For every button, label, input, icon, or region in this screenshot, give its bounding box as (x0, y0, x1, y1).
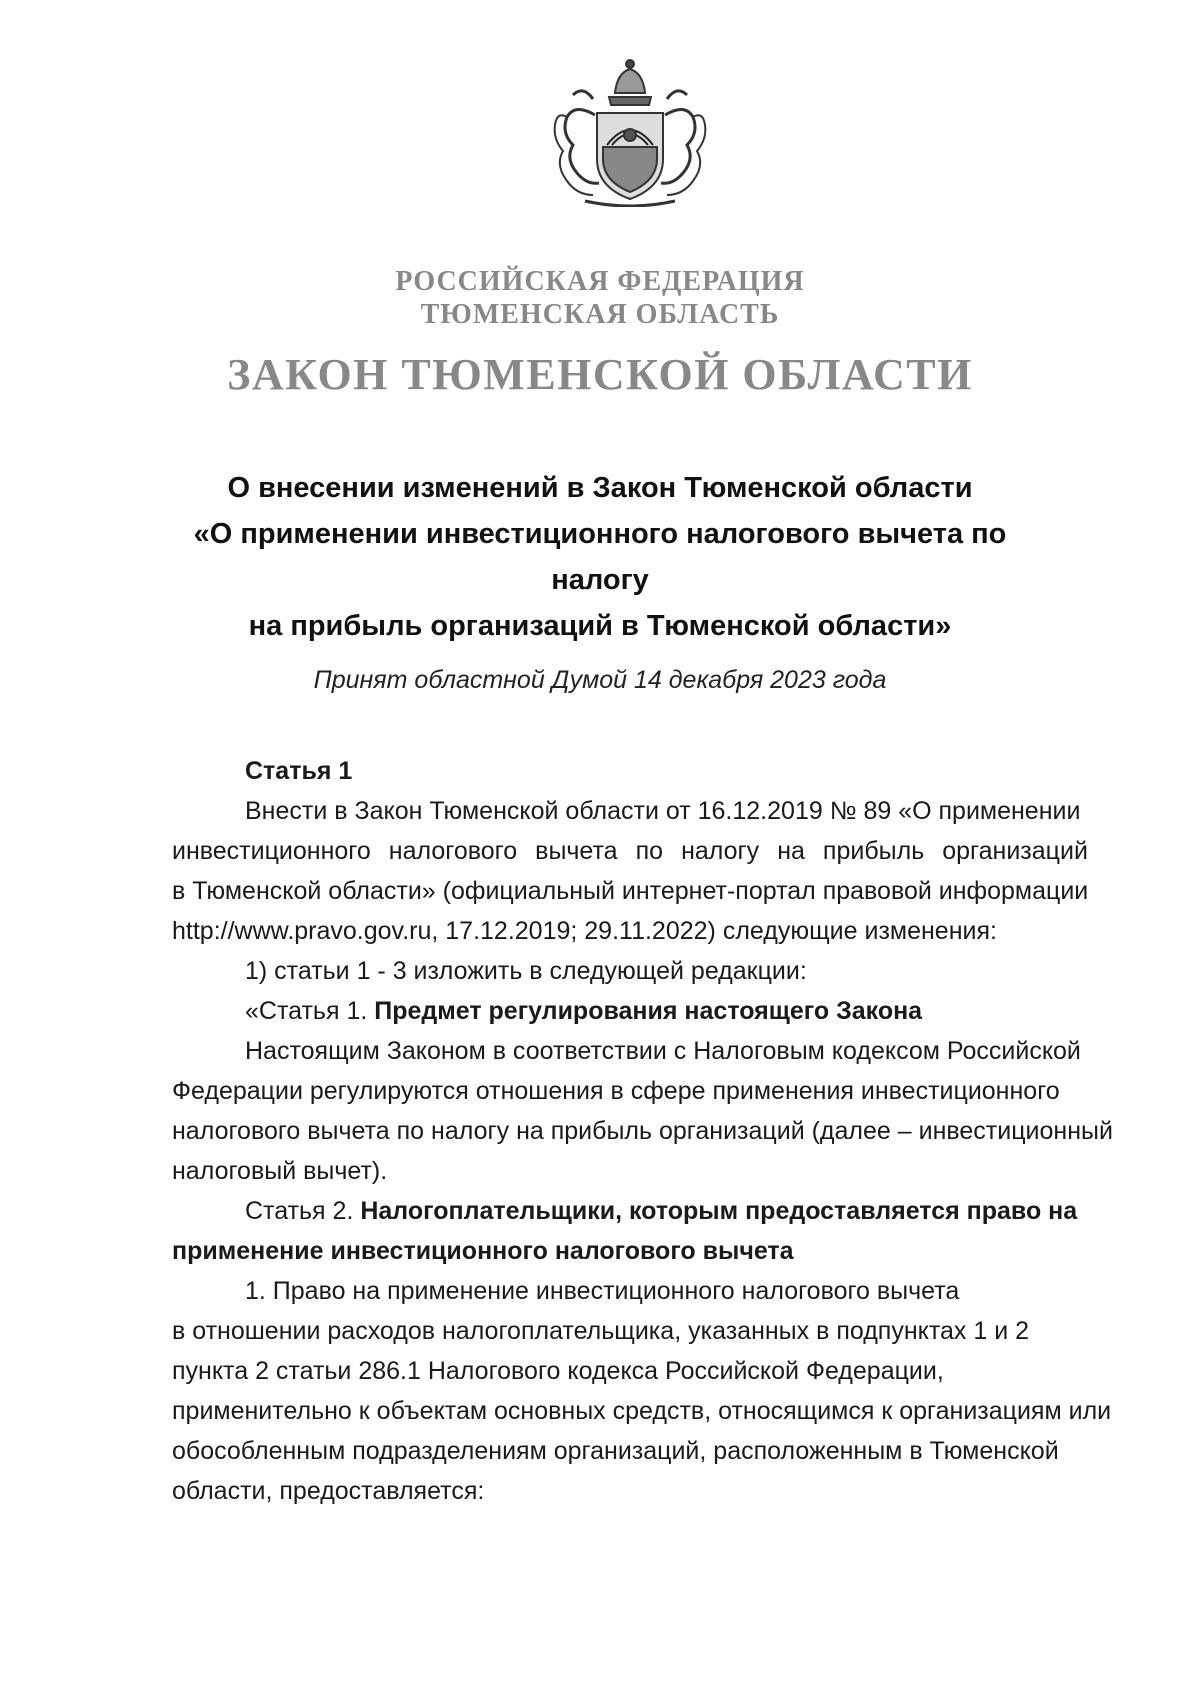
article-title: Налогоплательщики, которым предоставляется право на (360, 1197, 1078, 1225)
paragraph-line: в отношении расходов налогоплательщика, указанных в подпунктах 1 и 2 (172, 1317, 1030, 1345)
word: налогу (681, 837, 760, 865)
article-prefix: Статья 2. (245, 1197, 361, 1225)
paragraph-line: http://www.pravo.gov.ru, 17.12.2019; 29.11.2022) следующие изменения: (172, 917, 997, 945)
word: налогового (388, 837, 518, 865)
word: прибыль (822, 837, 925, 865)
article-title-line: применение инвестиционного налогового вычета (172, 1237, 794, 1265)
word: на (777, 837, 805, 865)
paragraph-line: Федерации регулируются отношения в сфере применения инвестиционного (172, 1077, 1060, 1105)
paragraph-line (172, 831, 1088, 871)
paragraph-line: 1. Право на применение инвестиционного налогового вычета (245, 1277, 960, 1305)
header-region: ТЮМЕНСКАЯ ОБЛАСТЬ (420, 299, 780, 330)
article-title: Предмет регулирования настоящего Закона (374, 997, 923, 1025)
paragraph-line: пункта 2 статьи 286.1 Налогового кодекса Российской Федерации, (172, 1357, 944, 1385)
list-item: 1) статьи 1 - 3 изложить в следующей редакции: (245, 957, 807, 985)
coat-of-arms-icon (537, 55, 723, 207)
word: вычета (535, 837, 618, 865)
paragraph-line: области, предоставляется: (172, 1477, 485, 1505)
article-prefix: «Статья 1. (245, 997, 375, 1025)
paragraph-line: в Тюменской области» (официальный интернет-портал правовой информации (172, 877, 1089, 905)
word: инвестиционного (172, 837, 371, 865)
word: по (635, 837, 664, 865)
article-title-line (172, 1191, 1088, 1231)
law-title-line: на прибыль организаций в Тюменской области» (248, 610, 952, 642)
header-country: РОССИЙСКАЯ ФЕДЕРАЦИЯ (395, 266, 805, 297)
law-title (150, 465, 1050, 649)
law-title-line: О внесении изменений в Закон Тюменской области (227, 472, 973, 504)
adoption-note: Принят областной Думой 14 декабря 2023 года (313, 666, 887, 694)
paragraph-line: налоговый вычет). (172, 1157, 388, 1185)
document-body (172, 751, 1113, 1511)
paragraph-line: применительно к объектам основных средств, относящимся к организациям или (172, 1397, 1112, 1425)
paragraph-line: налогового вычета по налогу на прибыль организаций (далее – инвестиционный (172, 1117, 1113, 1145)
word: организаций (942, 837, 1088, 865)
article-heading: Статья 1 (245, 757, 353, 785)
header-law-type: ЗАКОН ТЮМЕНСКОЙ ОБЛАСТИ (227, 350, 973, 399)
paragraph-line: Внести в Закон Тюменской области от 16.12.2019 № 89 «О применении (245, 797, 1081, 825)
law-title-line: «О применении инвестиционного налогового вычета по налогу (193, 518, 1007, 596)
paragraph-line: Настоящим Законом в соответствии с Налоговым кодексом Российской (245, 1037, 1081, 1065)
article-title-line (172, 991, 1088, 1031)
paragraph-line: обособленным подразделениям организаций, расположенным в Тюменской (172, 1437, 1059, 1465)
